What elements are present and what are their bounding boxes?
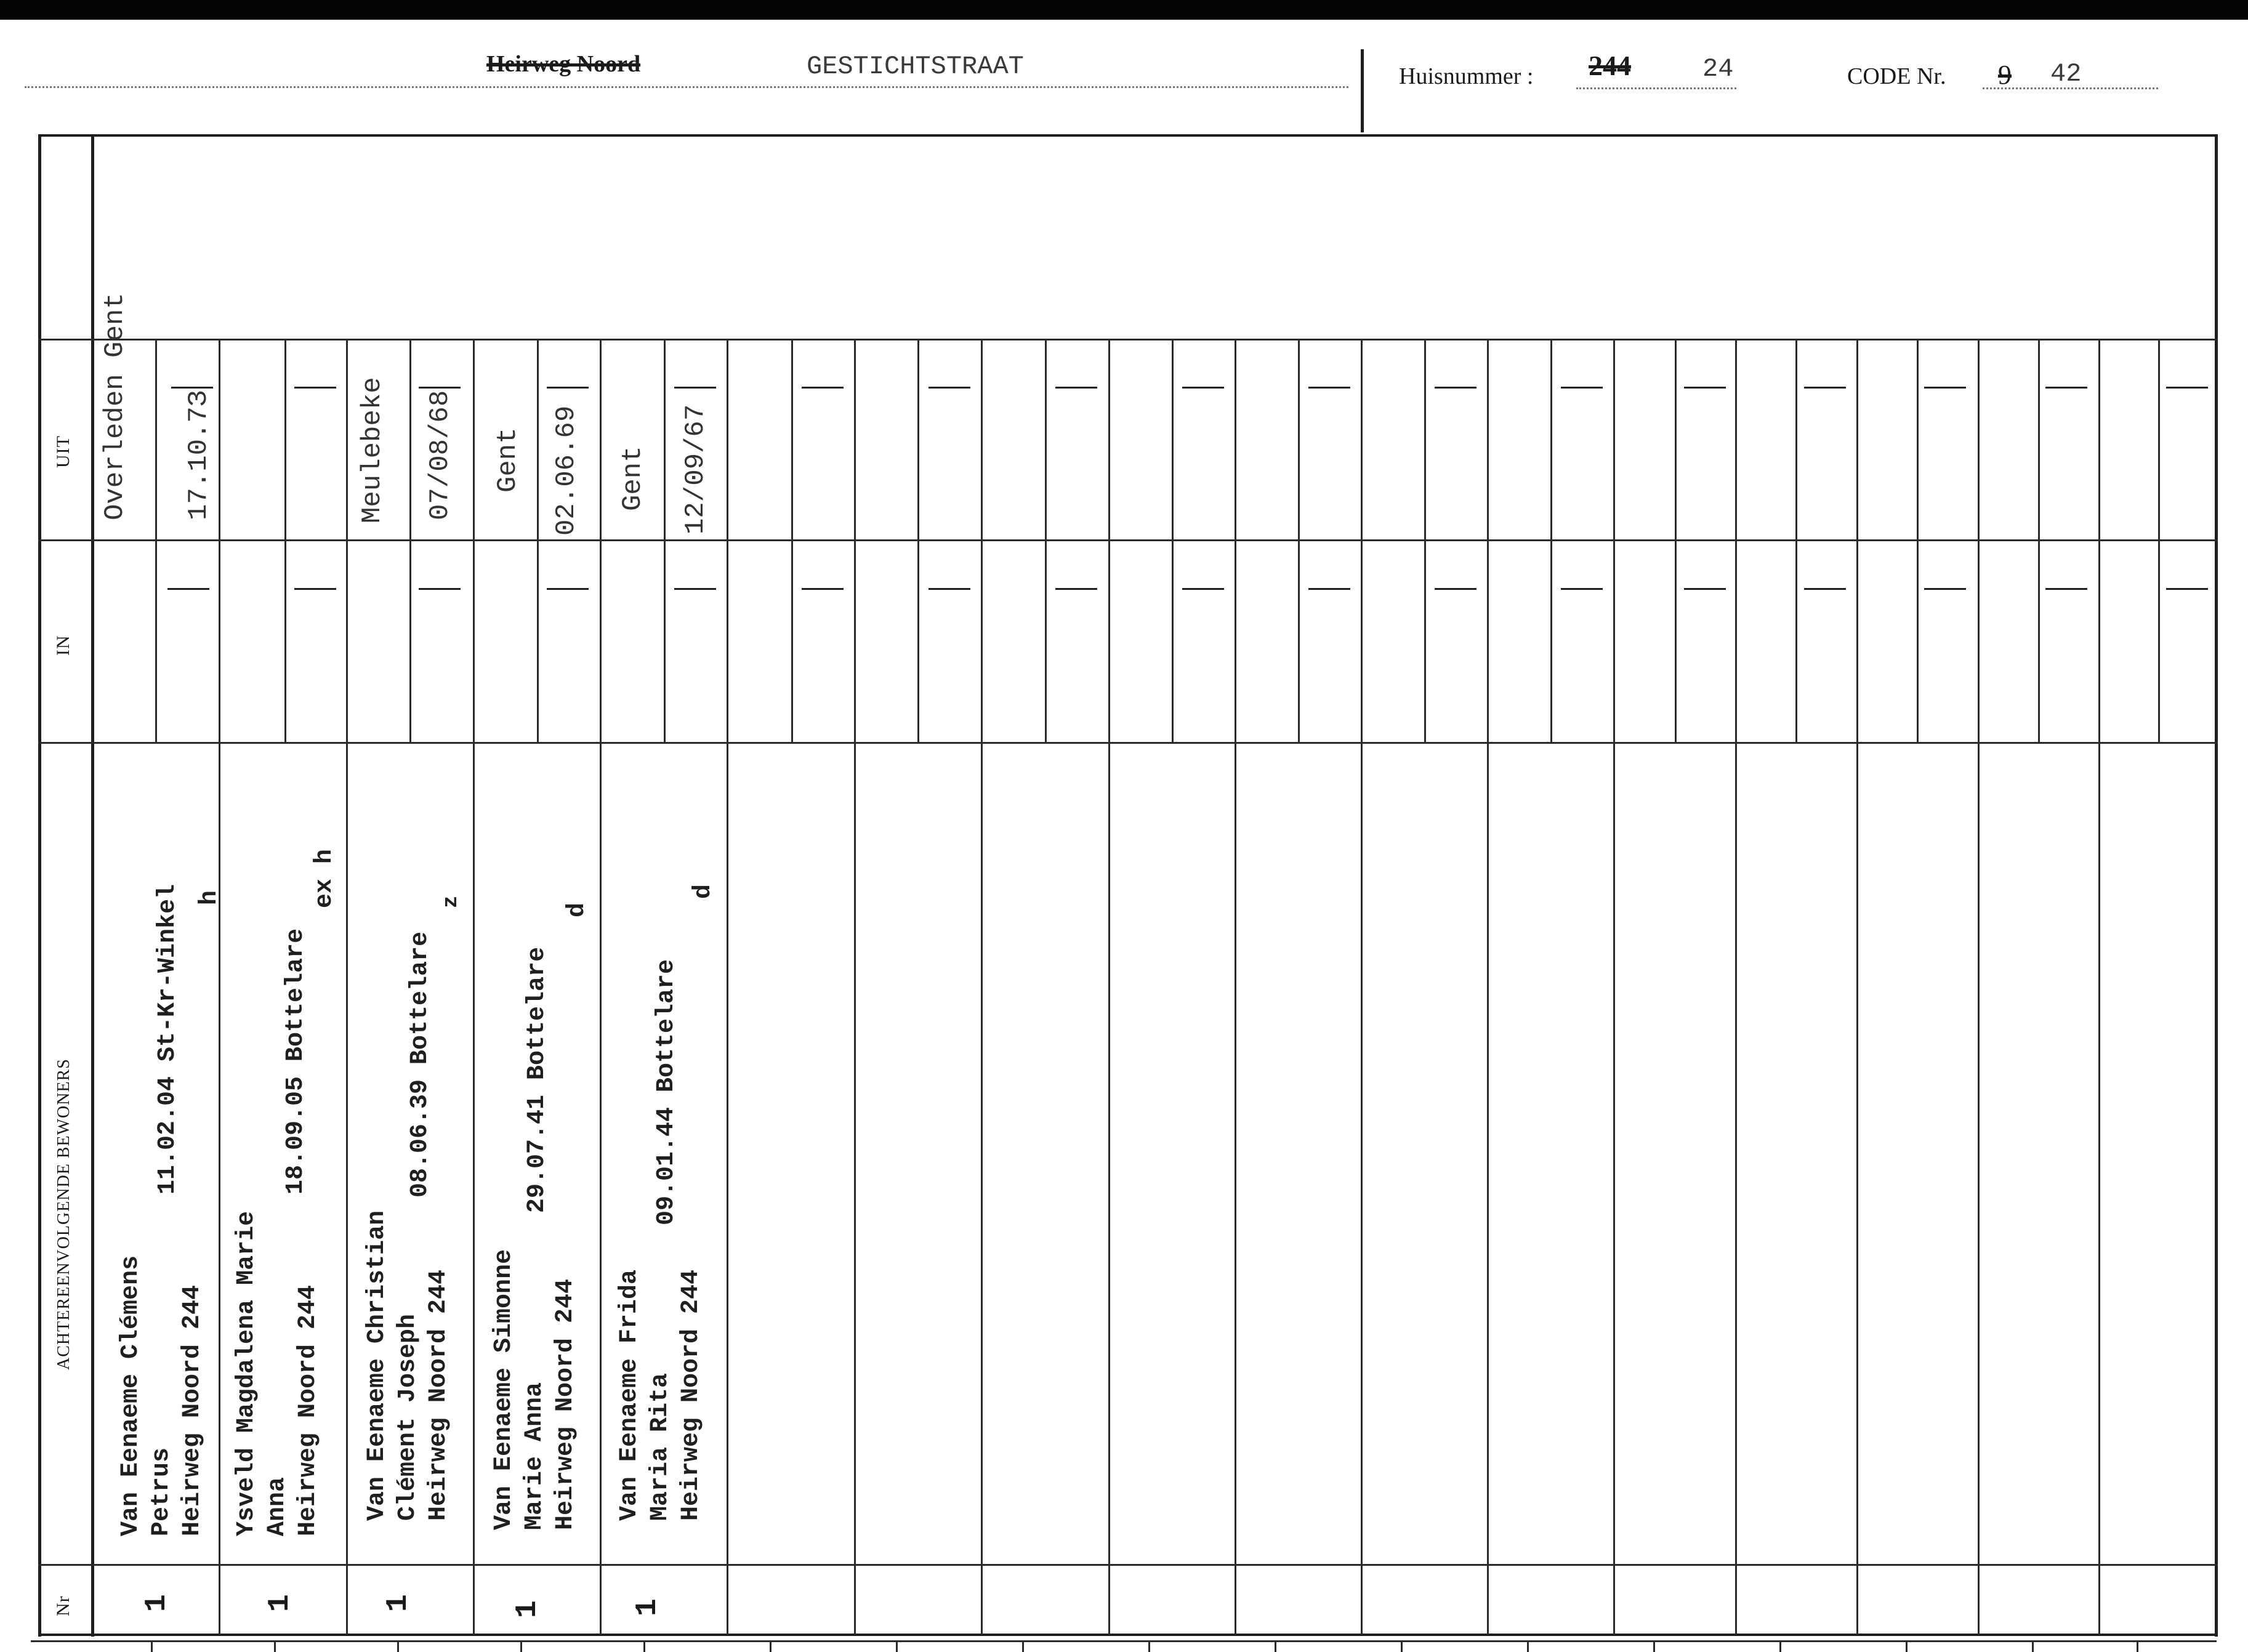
ruler-tick (397, 1640, 399, 1652)
col-divider (1856, 339, 1858, 1635)
uit-place: Meulebeke (357, 377, 388, 523)
col-divider (1108, 339, 1110, 1635)
ruler-tick (1906, 1640, 1908, 1652)
ruler-tick (896, 1640, 898, 1652)
ruler-tick (151, 1640, 153, 1652)
resident-birth: 08.06.39 Bottelare (406, 931, 434, 1198)
ruler-tick (1022, 1640, 1024, 1652)
dash-mark (2045, 588, 2087, 590)
resident-nr: 1 (382, 1594, 415, 1612)
subcol-divider (1795, 339, 1797, 742)
resident-firstname: Marie Anna (521, 1382, 549, 1530)
dash-mark (929, 387, 970, 389)
dash-mark (674, 387, 716, 389)
resident-firstname: Petrus (148, 1447, 175, 1536)
resident-address: Heirweg Noord 244 (552, 1278, 579, 1530)
table-left-border (38, 134, 41, 1637)
scan-top-border (0, 0, 2248, 20)
house-new: 24 (1702, 54, 1734, 84)
subcol-divider (537, 339, 539, 742)
subcol-divider (1917, 339, 1919, 742)
resident-address: Heirweg Noord 244 (425, 1269, 453, 1521)
resident-nr: 1 (631, 1598, 664, 1616)
dash-mark (1684, 588, 1726, 590)
ruler-tick (1779, 1640, 1781, 1652)
resident-mark: ex h (311, 848, 339, 908)
dash-mark (1561, 387, 1603, 389)
dash-mark (802, 387, 844, 389)
house-label: Huisnummer : (1399, 63, 1534, 89)
ruler-tick (2137, 1640, 2138, 1652)
uit-date: 17.10.7З (183, 390, 214, 520)
resident-address: Heirweg Noord 244 (294, 1284, 322, 1536)
resident-firstname: Clément Joseph (394, 1313, 422, 1521)
resident-mark: z (440, 895, 463, 908)
resident-name: Van Eenaeme Clémens (117, 1255, 145, 1536)
ruler-tick (1401, 1640, 1403, 1652)
dash-mark (1182, 588, 1224, 590)
house-old: 244 (1589, 50, 1631, 81)
dash-mark (294, 387, 336, 389)
ruler-tick (770, 1640, 771, 1652)
label-nr: Nr (53, 1595, 73, 1616)
resident-name: Ysveld Magdalena Marie (233, 1211, 260, 1536)
subcol-divider (1172, 339, 1174, 742)
dash-mark (1435, 588, 1477, 590)
dash-mark (2166, 387, 2208, 389)
subcol-divider (1298, 339, 1300, 742)
resident-birth: 09.01.44 Bottelare (653, 959, 680, 1225)
resident-mark: d (563, 902, 591, 917)
subcol-divider (664, 339, 666, 742)
resident-address: Heirweg Noord 244 (179, 1284, 206, 1536)
col-divider (854, 339, 856, 1635)
dash-mark (419, 387, 461, 389)
ruler-tick (2032, 1640, 2034, 1652)
ruler-tick (1527, 1640, 1529, 1652)
street-new: GESTICHTSTRAAT (807, 52, 1024, 81)
resident-birth: 11.02.04 St-Kr-Winkel (154, 884, 182, 1195)
code-old: 9 (1998, 60, 2012, 90)
code-label: CODE Nr. (1847, 63, 1946, 89)
uit-date: 12/09/67 (680, 404, 711, 534)
resident-nr: 1 (511, 1600, 544, 1618)
dash-mark (2166, 588, 2208, 590)
dash-mark (547, 588, 589, 590)
subcol-divider (1424, 339, 1426, 742)
dash-mark (802, 588, 844, 590)
bottom-ruler (31, 1640, 2217, 1642)
dash-mark (929, 588, 970, 590)
subcol-divider (2158, 339, 2160, 742)
col-divider (2098, 339, 2100, 1635)
col-divider (1735, 339, 1737, 1635)
street-dotted-line (25, 86, 1348, 88)
ruler-tick (1653, 1640, 1655, 1652)
dash-mark (1924, 387, 1966, 389)
subcol-divider (409, 339, 411, 742)
label-column-border (91, 134, 94, 1637)
subcol-divider (155, 339, 157, 742)
col-divider (1487, 339, 1489, 1635)
resident-address: Heirweg Noord 244 (677, 1269, 705, 1521)
dash-mark (1308, 588, 1350, 590)
resident-name: Van Eenaeme Frida (616, 1269, 643, 1521)
resident-mark: h (196, 890, 224, 905)
dash-mark (2045, 387, 2087, 389)
label-residents: ACHTEREENVOLGENDE BEWONERS (54, 1058, 73, 1370)
dash-mark (547, 387, 589, 389)
dash-mark (1684, 387, 1726, 389)
resident-nr: 1 (140, 1594, 174, 1612)
dash-mark (1055, 588, 1097, 590)
col-divider (1978, 339, 1980, 1635)
dash-mark (1924, 588, 1966, 590)
col-divider (1235, 339, 1236, 1635)
table-right-border (2215, 134, 2218, 1637)
col-divider (219, 339, 220, 1635)
dash-mark (1804, 588, 1846, 590)
resident-birth: 18.09.05 Bottelare (282, 928, 310, 1195)
subcol-divider (1550, 339, 1552, 742)
residents-row-top (38, 742, 2218, 744)
code-new: 42 (2050, 59, 2082, 89)
dash-mark (674, 588, 716, 590)
col-divider (346, 339, 348, 1635)
uit-place: Gent (618, 446, 648, 511)
ruler-tick (1148, 1640, 1150, 1652)
subcol-divider (1675, 339, 1677, 742)
street-old: Heirweg Noord (486, 51, 641, 77)
subcol-divider (1045, 339, 1047, 742)
resident-firstname: Maria Rita (647, 1372, 674, 1521)
col-divider (600, 339, 602, 1635)
dash-mark (167, 588, 209, 590)
table-top-border (38, 134, 2218, 137)
in-row-top (38, 539, 2218, 541)
house-dotted-line (1576, 87, 1736, 89)
subcol-divider (2038, 339, 2040, 742)
dash-mark (1308, 387, 1350, 389)
uit-place: Overleden Gent (100, 292, 131, 520)
label-in: IN (53, 635, 73, 656)
resident-mark: d (690, 884, 717, 899)
col-divider (727, 339, 728, 1635)
code-dotted-line (1983, 87, 2158, 89)
resident-birth: 29.07.41 Bottelare (523, 946, 551, 1213)
dash-mark (294, 588, 336, 590)
resident-name: Van Eenaeme Christian (363, 1210, 391, 1521)
ruler-tick (1275, 1640, 1276, 1652)
col-divider (1613, 339, 1615, 1635)
ruler-tick (520, 1640, 522, 1652)
nr-row-top (38, 1564, 2218, 1566)
dash-mark (171, 387, 213, 389)
ruler-tick (274, 1640, 276, 1652)
subcol-divider (284, 339, 286, 742)
uit-date: 07/08/68 (425, 390, 456, 520)
resident-nr: 1 (264, 1594, 297, 1612)
subcol-divider (791, 339, 793, 742)
label-uit: UIT (53, 435, 73, 468)
dash-mark (419, 588, 461, 590)
header-divider (1361, 49, 1364, 132)
ruler-tick (643, 1640, 645, 1652)
resident-name: Van Eenaeme Simonne (490, 1249, 518, 1530)
table-bottom-border (38, 1634, 2218, 1636)
dash-mark (1804, 387, 1846, 389)
subcol-divider (917, 339, 919, 742)
dash-mark (1182, 387, 1224, 389)
uit-row-top (38, 339, 2218, 340)
uit-place: Gent (493, 427, 523, 493)
col-divider (981, 339, 983, 1635)
col-divider (473, 339, 475, 1635)
dash-mark (1561, 588, 1603, 590)
dash-mark (1055, 387, 1097, 389)
uit-date: 02.06.69 (551, 405, 582, 536)
dash-mark (1435, 387, 1477, 389)
col-divider (1361, 339, 1363, 1635)
resident-firstname: Anna (264, 1477, 291, 1536)
